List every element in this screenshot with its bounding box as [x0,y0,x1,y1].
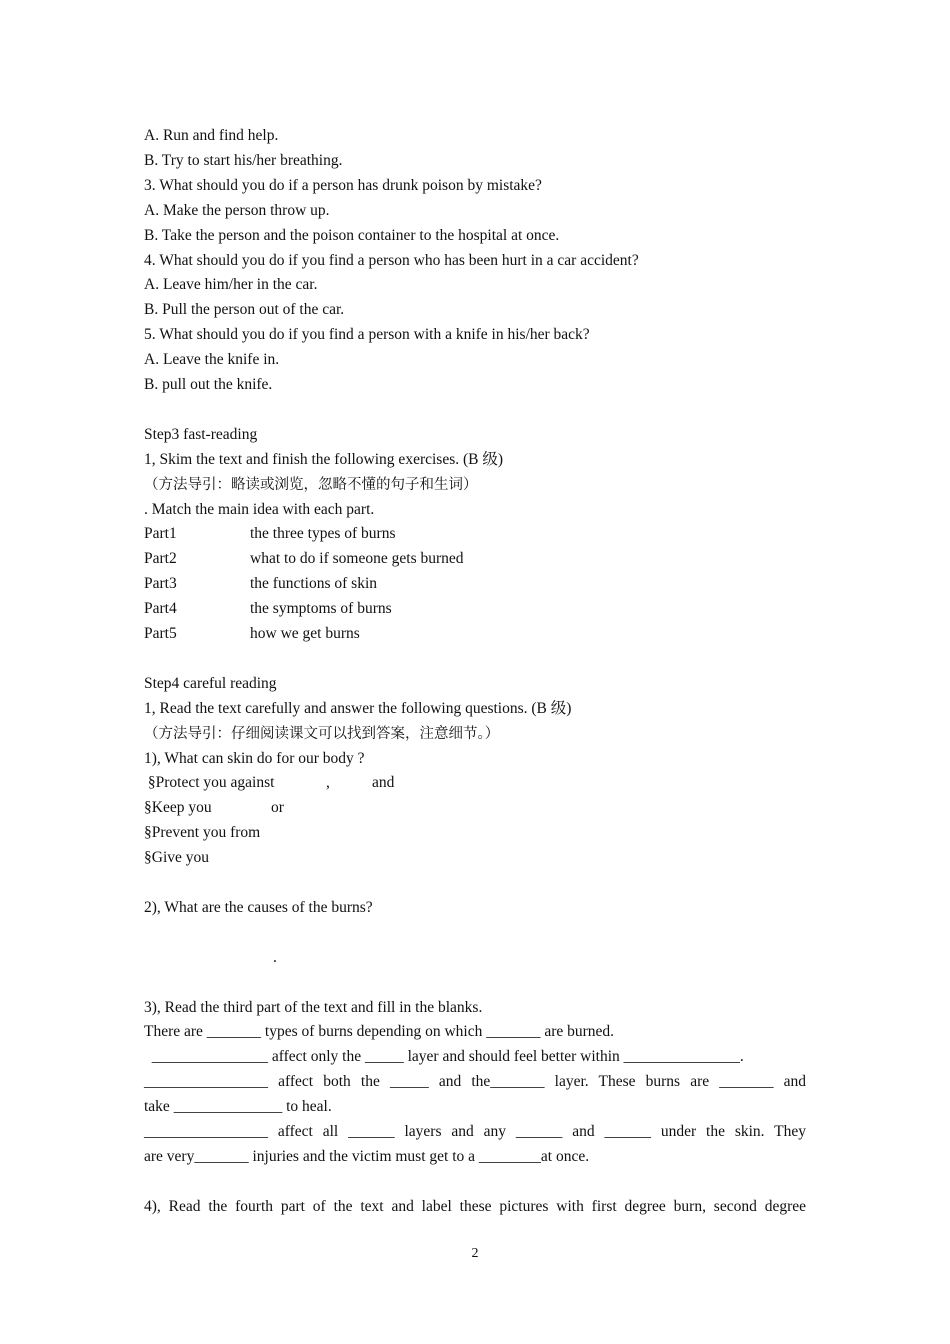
question-line: 4. What should you do if you find a person who has been hurt in a car accident? [144,251,639,269]
spacer [144,971,806,996]
question-3: 3), Read the third part of the text and fill in the blanks. [144,998,483,1016]
question-1: 1), What can skin do for our body ? [144,749,365,767]
step4-title: Step4 careful reading [144,674,277,692]
step3-instruction: . Match the main idea with each part. [144,500,375,518]
skin-function-item: §Give you [144,849,210,867]
part-idea: the functions of skin [250,575,377,593]
part-label: Part4 [144,600,177,618]
match-row [144,622,806,647]
skin-function-item [144,796,806,821]
document-page [144,124,806,1220]
option-line: B. Take the person and the poison container to the hospital at once. [144,226,560,244]
option-line: B. Pull the person out of the car. [144,301,345,319]
part-label: Part3 [144,575,177,593]
fill-blank-line: _______________ affect only the _____ layer and should feel better within _______________. [144,1048,744,1066]
fill-blank-line: are very_______ injuries and the victim must get to a ________at once. [144,1147,590,1165]
match-row [144,522,806,547]
fill-blank-line: take ______________ to heal. [144,1098,332,1116]
spacer [144,647,806,672]
part-idea: the symptoms of burns [250,600,392,618]
match-row [144,572,806,597]
item-separator: , [326,774,330,792]
fill-blank-line: ________________ affect all ______ layers and any ______ and ______ under the skin. They [144,1123,806,1141]
item-lead: §Keep you [144,799,212,817]
part-label: Part2 [144,550,177,568]
fill-blank-line: ________________ affect both the _____ and the_______ layer. These burns are _______ and [144,1073,806,1091]
item-lead: §Protect you against [144,774,275,792]
skin-function-item: §Prevent you from [144,824,261,842]
question-line: 5. What should you do if you find a person with a knife in his/her back? [144,326,590,344]
match-row [144,597,806,622]
option-line: B. Try to start his/her breathing. [144,151,343,169]
question-4: 4), Read the fourth part of the text and label these pictures with first degree burn, second degree [144,1197,806,1215]
match-row [144,547,806,572]
question-2: 2), What are the causes of the burns? [144,898,373,916]
spacer [144,398,806,423]
skin-function-item [144,771,806,796]
option-line: B. pull out the knife. [144,376,273,394]
part-label: Part1 [144,525,177,543]
spacer [144,871,806,896]
step3-title: Step3 fast-reading [144,425,258,443]
part-idea: what to do if someone gets burned [250,550,464,568]
part-label: Part5 [144,625,177,643]
fill-blank-line: There are _______ types of burns depending on which _______ are burned. [144,1023,615,1041]
step3-guide: （方法导引：略读或浏览，忽略不懂的句子和生词） [144,476,478,493]
part-idea: the three types of burns [250,525,396,543]
option-line: A. Make the person throw up. [144,201,330,219]
item-separator: or [271,799,284,817]
step4-task: 1, Read the text carefully and answer the following questions. (B 级) [144,699,572,717]
answer-dot: . [273,948,277,966]
question-line: 3. What should you do if a person has drunk poison by mistake? [144,176,542,194]
step4-guide: （方法导引：仔细阅读课文可以找到答案，注意细节。） [144,725,500,742]
step3-task: 1, Skim the text and finish the following exercises. (B 级) [144,450,504,468]
option-line: A. Leave the knife in. [144,351,280,369]
option-line: A. Leave him/her in the car. [144,276,318,294]
option-line: A. Run and find help. [144,127,279,144]
part-idea: how we get burns [250,625,360,643]
page-number: 2 [471,1246,479,1261]
spacer [144,1170,806,1195]
item-separator: and [372,774,395,792]
spacer [144,921,806,946]
